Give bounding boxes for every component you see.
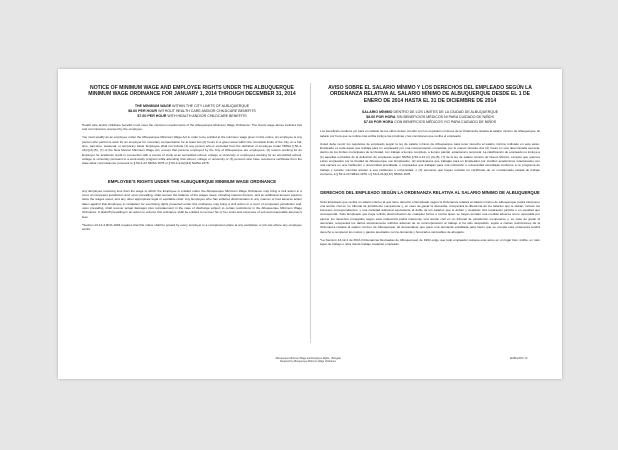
spanish-rate-heading: SALARIO MÍNIMO DENTRO DE LOS LÍMITES DE LA CIUDAD DE ALBUQUERQUE [361, 110, 499, 115]
english-rate-without-benefits: $8.60 PER HOUR WITHOUT HEALTH CARE AND/OR CHILDCARE BENEFITS [128, 108, 256, 113]
footer-center-line2: Required by Albuquerque Minimum Wage Ordinance [280, 360, 336, 363]
spanish-column [320, 85, 540, 247]
spanish-rate-without-benefits: $8.60 POR HORA SIN BENEFICIOS MÉDICOS NI PARA CUIDADO DE NIÑOS [366, 115, 494, 120]
english-rights-paragraph: Any Employee receiving less than the wage to which the Employee is entitled under the Albuquerque Minimum Wage Ordinance may bring a civil action in a court of competent jurisdiction and, upon prevailing, shall recover the balance of the wages owed, including interest thereon, and an additional amount equal to twice the wages owed, and any other appropriate legal or equitable relief. Any Employee who has suffered discrimination in any manner or had adverse action taken against that Employee in retaliation for exercising rights protected under this ordinance may bring a civil action in a court of competent jurisdiction and, upon prevailing, shall recover actual damages plus reinstatement in the case of discharge subject to certain restrictions in the Albuquerque Minimum Wage Ordinance. A plaintiff prevailing in an action to enforce this ordinance shall be entitled to recover his or her costs and expenses of suit and reasonable attorney's fees. [82, 188, 302, 219]
english-title: NOTICE OF MINIMUM WAGE AND EMPLOYEE RIGHTS UNDER THE ALBUQUERQUE MINIMUM WAGE ORDINANCE FOR JANUARY 1, 2014 THROUGH DECEMBER 31, 2014 [88, 85, 296, 98]
english-rate-with-benefits: $7.60 PER HOUR WITH HEALTH AND/OR CHILDCARE BENEFITS [137, 113, 247, 118]
spanish-rate-with-benefits: $7.60 POR HORA CON BENEFICIOS MÉDICOS Y/O PARA CUIDADO DE NIÑOS [363, 120, 497, 125]
spanish-benefits-paragraph: Los beneficios médicos y/o para el cuidado de los niños deben cumplir con los requisitos mínimos de la Ordenanza relativa al salario mínimo de Albuquerque. El salario por hora que se indica más arriba incluye las propinas y las comisiones que reciba el empleado. [320, 129, 540, 138]
english-benefits-paragraph: Health care and/or childcare benefits must meet the minimum requirements of the Albuquerque Minimum Wage Ordinance. The hourly wage above includes tips and commissions received by the employee. [82, 122, 302, 132]
footer-form-code: EN/Bus/WH r.v5 [510, 357, 528, 360]
english-posting-paragraph: *Section 13-12-4 ROA 1994 requires that this notice shall be posted by every employer in a conspicuous place at any workplace or job site where any employee works. [82, 222, 302, 232]
spanish-rights-title: DERECHOS DEL EMPLEADO SEGÚN LA ORDENANZA RELATIVA AL SALARIO MÍNIMO DE ALBUQUERQUE [320, 190, 540, 196]
footer-center [208, 357, 408, 363]
english-rate-heading: THE MINIMUM WAGE WITHIN THE CITY LIMITS OF ALBUQUERQUE [134, 103, 250, 108]
english-rights-title: EMPLOYEE'S RIGHTS UNDER THE ALBUQUERQUE MINIMUM WAGE ORDINANCE [107, 179, 277, 185]
english-eligibility-paragraph: You must qualify as an employee under the Albuquerque Minimum Wage Act in order to be entitled to the minimum wage given in this notice. An employee is any person who performs work for an employer for monetary compensation for at least two (2) hours in a given week within the municipal limits of the City on a full-time, part-time, seasonal, or temporary basis. Employee shall not include (1) any person who is excluded from the definition of employee under NMSA § 50-4-21(c)(3)-(5), (7) of the New Mexico Minimum Wage Act, except that persons employed by the City of Albuquerque are employees, (2) interns working for an Employer for academic credit in connection with a course of study at an accredited school, college or university or employees working for an accredited school, college or university pursuant to a work-study program while attending that school, college or university or (3) persons who have received a certificate from the state labor commissioner pursuant to § 50-4-23 NMSA 1978 or § 50-4-21(2)(12) NMSA 1978. [82, 135, 302, 166]
spanish-rate-block [320, 110, 540, 125]
notice-sheet [58, 69, 562, 379]
spanish-posting-paragraph: *La Sección 13-12-4 de ROA (Ordenanzas Revisadas de Albuquerque) de 1994 exige que todo empleador coloque este aviso en un lugar bien visible, en todo lugar de trabajo o obra donde trabaje cualquier empleado. [320, 237, 540, 247]
column-divider [310, 83, 311, 343]
footer-center-line1: Albuquerque Minimum Wage and Employee Rights · Bilingual [275, 357, 341, 360]
english-rate-block [82, 104, 302, 119]
spanish-title: AVISO SOBRE EL SALARIO MÍNIMO Y LOS DERECHOS DEL EMPLEADO SEGÚN LA ORDENANZA RELATIVA AL SALARIO MÍNIMO DE ALBUQUERQUE DESDE EL 1 DE ENERO DE 2014 HASTA EL 31 DE DICIEMBRE DE 2014 [328, 85, 532, 104]
spanish-eligibility-paragraph: Usted debe reunir los requisitos de empleado según la ley de salario mínimo de Albuquerque para tener derecho al salario mínimo indicado en este aviso. Empleado es toda aquel que trabaja para un empleador por una compensación monetaria, por lo menos durante dos (2) horas en una determinada semana, dentro de los límites municipales de la Ciudad, con trabajo a tiempo completo, a tiempo parcial, estacional o temporal. La clasificación de empleado no incluye a (1) aquellas excluidas de la definición de empleado según NMSA § 50-4-21 (c) (3)-(5), (7) de la ley de salario mínimo de Nuevo México, excepto que quienes están empleados por la Ciudad de Albuquerque son Empleados, (2) practicantes que trabajan para un Empleador por créditos académicos relacionados con una carrera en una institución o universidad acreditada, o empleados que trabajan para una institución o universidad acreditada conforme a un programa de trabajo y estudio mientras asisten a esa institución o universidad, o (3) personas que hayan recibido un certificado de un comisionado estatal de trabajo conforme a § 50-4-23 NMSA 1978 o § 50-4-21(2)(12) NMSA 1978. [320, 141, 540, 176]
english-column [82, 85, 302, 232]
spanish-rights-paragraph: Todo Empleado que reciba un salario inferior al que tiene derecho el Empleado según la Ordenanza relativa al salario mínimo de Albuquerque podrá interponer una acción civil en un tribunal de jurisdicción competente y, en caso de ganar la demanda, recuperará la diferencia de los salarios que le deban, incluso los intereses correspondientes, y una cantidad adicional equivalente al doble de los salarios que le deban y cualquier otra reparación jurídica o en equidad que corresponda. Todo Empleado que haya sufrido discriminación de cualquier forma o contra quien se hayan tomado una medida adversa como represalia por ejercer los derechos protegidos según esta ordenanza podrá interponer una acción civil en un tribunal de jurisdicción competente y, en caso de ganar la demanda, recuperará los daños efectivamente sufridos además de su reincorporación al trabajo si ha sido despedido, sujeto a ciertas restricciones de la Ordenanza relativa al salario mínimo de Albuquerque. El demandante que gane una demanda entablada para hacer que se cumpla esta ordenanza tendrá derecho a recuperar los costos y gastos asociados con la demanda y honorarios razonables de abogado. [320, 199, 540, 234]
